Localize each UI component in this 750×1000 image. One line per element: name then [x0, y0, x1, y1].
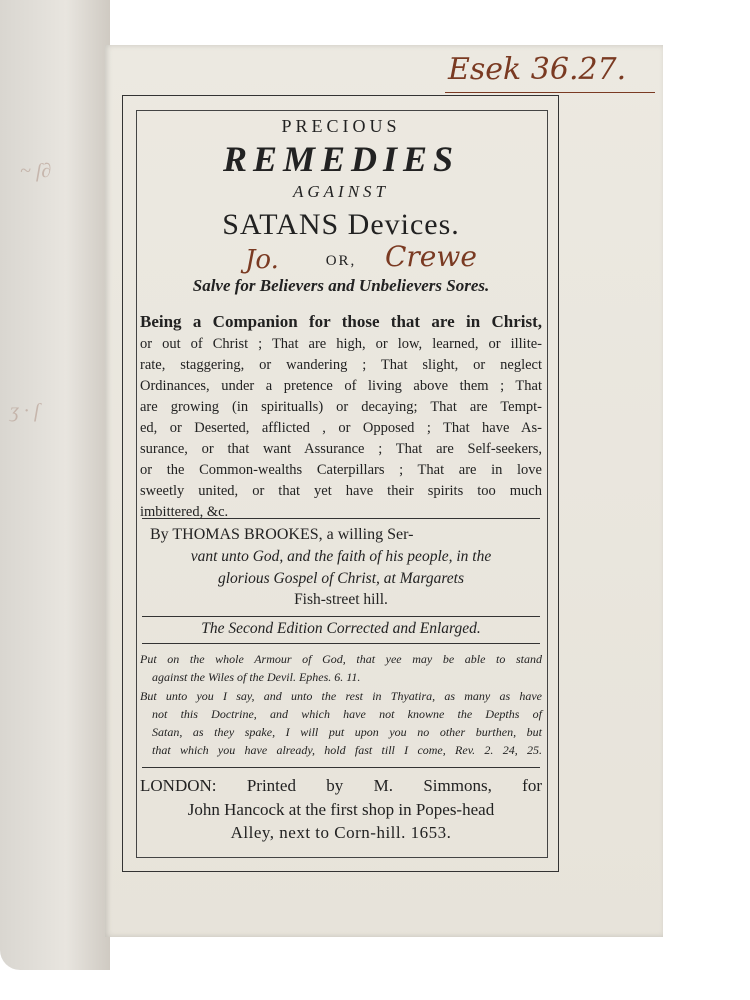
epigraph-line: against the Wiles of the Devil. Ephes. 6. 11.: [152, 670, 361, 684]
description-line: ed, or Deserted, afflicted , or Opposed ; That have As-: [140, 420, 542, 436]
epigraph-line: Put on the whole Armour of God, that yee may be able to stand: [140, 652, 542, 666]
divider: [142, 616, 540, 617]
description-line: or the Common-wealths Caterpillars ; That are in love: [140, 462, 542, 478]
bleed-through-mark: ʒ · ſ: [10, 400, 40, 422]
title-or: OR,: [325, 253, 357, 269]
epigraph-line: Satan, as they spake, I will put upon you no other burthen, but: [152, 725, 542, 739]
divider: [142, 518, 540, 519]
title-line-4: SATANS Devices.: [222, 208, 460, 241]
author-line: vant unto God, and the faith of his people, in the: [190, 548, 492, 565]
title-line-2: REMEDIES: [222, 139, 460, 179]
description-line: or out of Christ ; That are high, or low, learned, or illite-: [140, 336, 542, 352]
description-line: surance, or that want Assurance ; That are Self-seekers,: [140, 441, 542, 457]
divider: [142, 643, 540, 644]
description-line: Ordinances, under a pretence of living above them ; That: [140, 378, 542, 394]
subtitle: Salve for Believers and Unbelievers Sores.: [192, 276, 490, 295]
marginalia-jo: Jo.: [245, 245, 279, 275]
author-line: Fish-street hill.: [294, 591, 388, 608]
description-line: sweetly united, or that yet have their spirits too much: [140, 483, 542, 499]
epigraph-line: not this Doctrine, and which have not knowne the Depths of: [152, 707, 542, 721]
title-line-1: PRECIOUS: [281, 116, 401, 136]
bleed-through-mark: ~ ſ∂: [20, 160, 52, 182]
description-line: imbittered, &c.: [140, 504, 229, 520]
author-line: By THOMAS BROOKES, a willing Ser-: [150, 526, 414, 543]
left-page-edge: [0, 0, 110, 970]
divider: [142, 767, 540, 768]
marginalia-top-right: Esek 36.27.: [448, 52, 627, 87]
title-line-3: AGAINST: [293, 182, 389, 201]
description-line: rate, staggering, or wandering ; That slight, or neglect: [140, 357, 542, 373]
epigraph-line: But unto you I say, and unto the rest in Thyatira, as many as have: [140, 689, 542, 703]
description-line: Being a Companion for those that are in Christ,: [140, 312, 542, 331]
imprint-line: Alley, next to Corn-hill. 1653.: [230, 823, 452, 842]
imprint-line: LONDON: Printed by M. Simmons, for: [140, 776, 542, 795]
imprint-line: John Hancock at the first shop in Popes-head: [187, 800, 495, 819]
author-line: glorious Gospel of Christ, at Margarets: [217, 570, 464, 587]
edition: The Second Edition Corrected and Enlarged.: [201, 620, 481, 637]
marginalia-crewe: Crewe: [385, 240, 477, 273]
description-line: are growing (in spiritualls) or decaying; That are Tempt-: [140, 399, 542, 415]
epigraph-line: that which you have already, hold fast till I come, Rev. 2. 24, 25.: [152, 743, 542, 757]
